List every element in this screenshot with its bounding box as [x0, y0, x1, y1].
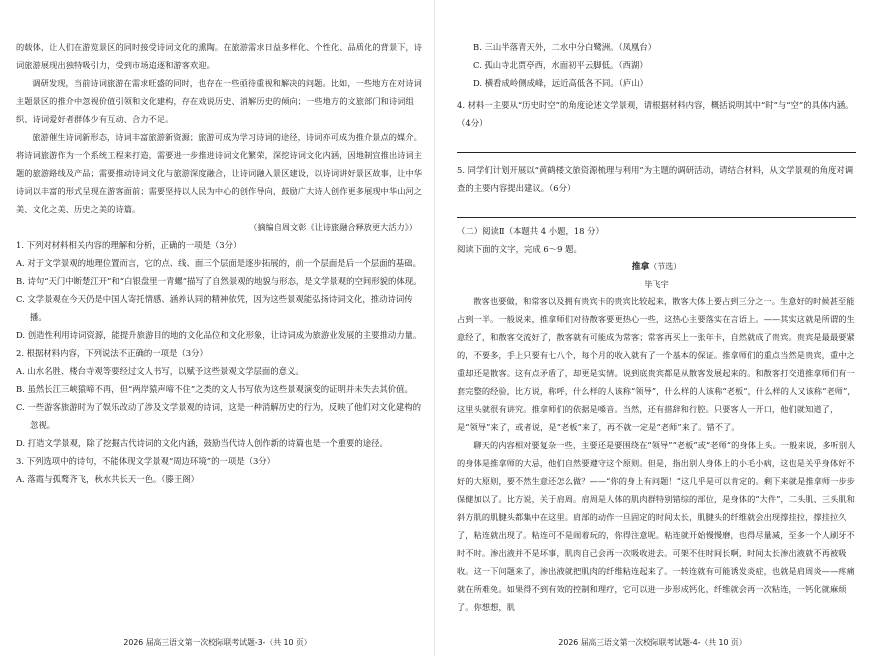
question-3-option-d: D. 横看成岭侧成峰，远近高低各不同。（庐山）	[473, 78, 649, 88]
article-title-text: 推拿	[631, 262, 650, 272]
question-1-stem: 1. 下列对材料相关内容的理解和分析，正确的一项是（3分）	[16, 240, 242, 250]
answer-line[interactable]	[457, 203, 856, 218]
question-2-option-b: B. 虽然长江三峡猿啼不再，但“两岸猿声啼不住”之类的文人书写依为这些景观演变的证明并未失去其价值。	[16, 384, 413, 394]
article-paragraph: 散客也要做，和常客以及拥有贵宾卡的贵宾比较起来，散客大体上要占到三分之一。生意好的时候甚至能占到一半。一般说来，推拿师们对待散客要更热心一些，这热心主要落实在言语上。——其实这就是所谓的生意经了，和散客交流好了，散客就有可能成为常客；常客再买上一张年卡，自然就成了贵宾。贵宾是最最要紧的，不要多，手上只要有七八个，每个月的收入就有了一个基本的保证。推拿师们的重点当然是贵宾，重中之重却还是散客。这有点矛盾了，却更是实情。说到底贵宾都是从散客发展起来的。和散客打交道推拿师们有一套完整的经验，比方说，称呼，什么样的人该称“领导”，什么样的人该称“老板”，什么样的人又该称“老师”，这里头就很有讲究。推拿师们的依据是嗓音。当然，还有措辞和行腔。只要客人一开口，他们就知道了，是“领导”来了，或者说，是“老板”来了，再不就一定是“老师”来了。错不了。	[457, 296, 856, 432]
right-page	[435, 0, 870, 656]
article-title-note: （节选）	[649, 262, 682, 271]
passage-paragraph: 的载体，让人们在游览景区的同时接受诗词文化的熏陶。在旅游需求日益多样化、个性化、品质化的背景下，诗词旅游展现出独特吸引力，受到市场追逐和游客欢迎。	[16, 42, 423, 70]
article-author: 毕飞宇	[644, 279, 669, 289]
passage-paragraph: 旅游催生诗词新形态，诗词丰富旅游新资源；旅游可成为学习诗词的途径，诗词亦可成为推介景点的媒介。将诗词旅游作为一个系统工程来打造，需要进一步推进诗词文化繁荣，深挖诗词文化内涵，因地制宜推出诗词主题的旅游路线及产品；需要推动诗词文化与旅游深度融合，让诗词融入景区建设，以诗词讲好景区故事，让中华诗词以丰富的形式呈现在游客面前；需要坚持以人民为中心的创作导向，鼓励广大诗人创作更多展现中华山河之美、文化之美、历史之美的诗篇。	[16, 132, 423, 214]
question-1-option-d: D. 创造性利用诗词资源，能提升旅游目的地的文化品位和文化形象，让诗词成为旅游业发展的主要推动力量。	[16, 330, 422, 340]
article-title	[457, 258, 856, 276]
question-3-option-b: B. 三山半落青天外，二水中分白鹭洲。（凤凰台）	[473, 42, 657, 52]
question-3-stem: 3. 下列选项中的诗句，不能体现文学景观“周边环境”的一项是（3分）	[16, 456, 276, 466]
passage-paragraph: 调研发现，当前诗词旅游在需求旺盛的同时，也存在一些亟待重视和解决的问题。比如，一些地方在对诗词主题景区的推介中忽视价值引领和文化建构，存在戏说历史、消解历史的倾向；一些地方的文旅部门和诗词组织、诗词爱好者群体少有互动、合力不足。	[16, 78, 422, 124]
question-3-option-a: A. 落霞与孤鹜齐飞，秋水共长天一色。（滕王阁）	[16, 474, 200, 484]
question-2-stem: 2. 根据材料内容，下列说法不正确的一项是（3分）	[16, 348, 208, 358]
section-heading: （二）阅读Ⅱ（本题共 4 小题，18 分）	[457, 226, 604, 236]
question-2-option-d: D. 打造文学景观，除了挖掘古代诗词的文化内涵，鼓励当代诗人创作新的诗篇也是一个重要的途径。	[16, 438, 388, 448]
question-5-stem: 5. 同学们计划开展以“黄鹤楼文旅资源梳理与利用”为主题的调研活动，请结合材料，从文学景观的角度对调查的主要内容提出建议。（6分）	[457, 165, 854, 193]
answer-line[interactable]	[457, 138, 856, 153]
question-1-option-b: B. 诗句“天门中断楚江开”和“白银盘里一青螺”描写了自然景观的地貌与形态，是文学景观的空间形貌的体现。	[16, 276, 422, 286]
question-4-stem: 4. 材料一主要从“历史时空”的角度论述文学景观，请根据材料内容，概括说明其中“时”与“空”的具体内涵。（4分）	[457, 100, 854, 128]
question-1-option-a: A. 对于文学景观的地理位置而言，它的点、线、面三个层面是逐步拓展的，前一个层面是后一个层面的基础。	[16, 258, 421, 268]
question-3-option-c: C. 孤山寺北贾亭西，水面初平云脚低。（西湖）	[473, 60, 648, 70]
question-2-option-a: A. 山水名胜、楼台寺观等要经过文人书写，以赋予这些景观文学层面的意义。	[16, 366, 304, 376]
article-paragraph: 聊天的内容相对要复杂一些，主要还是要围绕在“领导”“老板”或“老师”的身体上头。一般来说，多听别人的身体是推拿师的大忌，他们自然要遵守这个原则。但是，指出别人身体上的小毛小病，这也是关乎身体好不好的大原则，要不然生意还怎么做？——“你的身上有问题！”这几乎是可以肯定的。剩下来就是推拿师一步步保健加以了。比方说，关于肩周。肩周是人体的肌肉群特别错综的部位，是身体的“大件”，二头肌、三头肌和斜方肌的肌腱头都集中在这里。肩部的动作一旦固定的时间太长，肌腱头的纤维就会出现撑挂拉，撑挂拉久了，粘连就出现了。粘连可不是闹着玩的，你得注意呢。粘连就开始慢慢磨，也得尽量减，至多一个人刷牙不时不时。渗出液并不是坏事，肌肉自己会再一次吸收进去。可架不住时间长啊，时间太长渗出液就不再被吸收。这一下问题来了，渗出液就把肌肉的纤维粘连起来了。一转连就有可能诱发炎症，也就是肩周炎——疼痛就在所难免。如果得不到有效的控制和理疗，它可以进一步形成钙化，纤维就会再一次粘连，一钙化就麻烦了。你想想，肌	[457, 440, 856, 612]
page-footer: 2026 届高三语文第一次校际联考试题-4-（共 10 页）	[558, 638, 747, 647]
page-footer: 2026 届高三语文第一次校际联考试题-3-（共 10 页）	[123, 638, 312, 647]
source-citation: （摘编自周文彰《让诗旅融合释放更大活力》）	[249, 222, 417, 232]
question-1-option-c: C. 文学景观在今天仍是中国人寄托情感、涵养认同的精神依凭，因为这些景观能弘扬诗词文化，推动诗词传播。	[16, 294, 413, 322]
reading-instruction: 阅读下面的文字，完成 6～9 题。	[457, 244, 582, 254]
question-2-option-c: C. 一些游客旅游时为了娱乐改动了涉及文学景观的诗词，这是一种消解历史的行为，反映了他们对文化建构的忽视。	[16, 402, 422, 430]
